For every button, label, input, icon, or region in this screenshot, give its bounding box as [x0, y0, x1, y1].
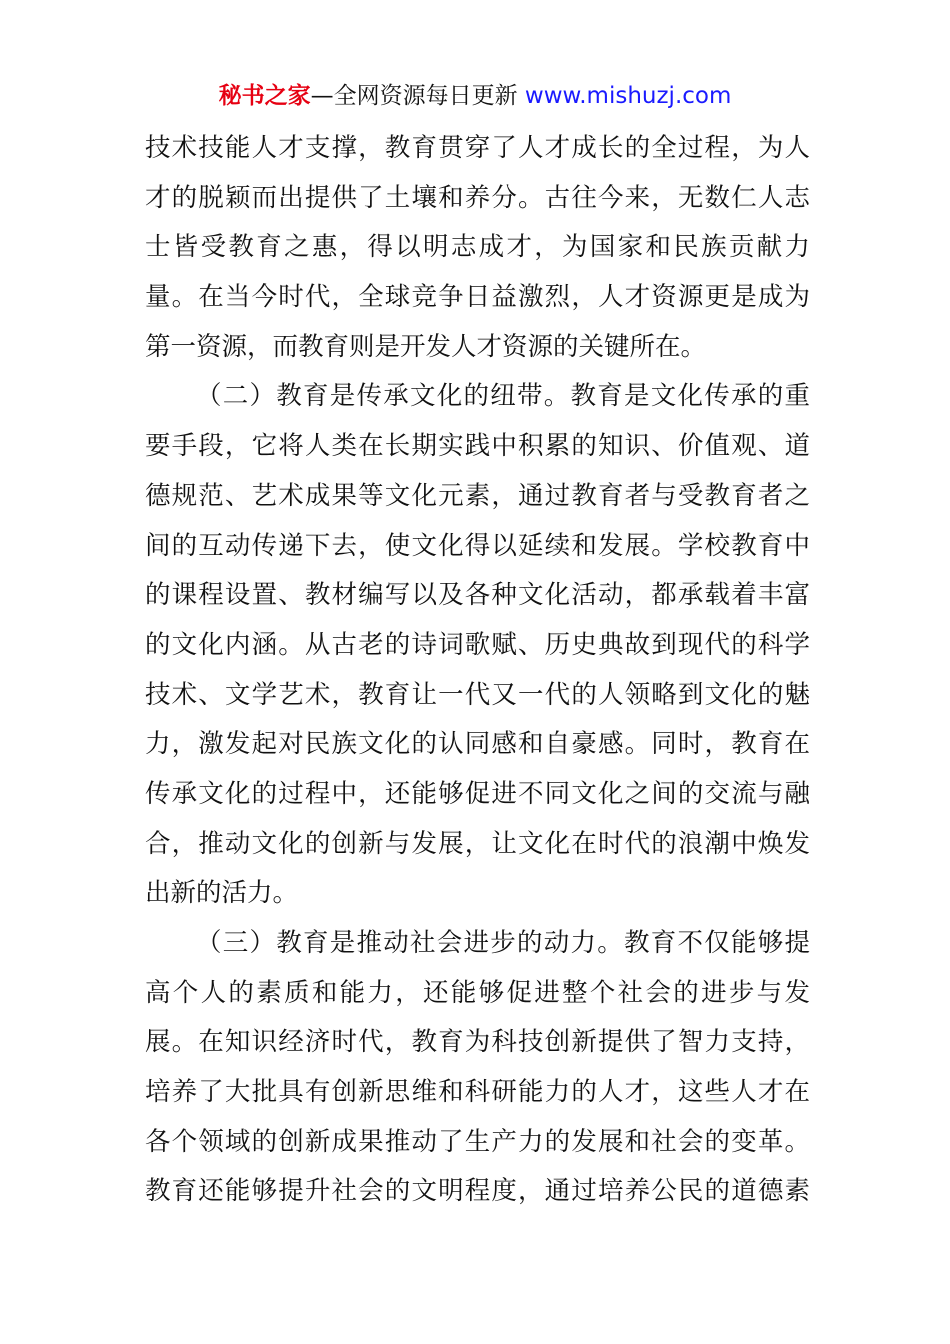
text-line: 士皆受教育之惠，得以明志成才，为国家和民族贡献力 — [145, 232, 810, 263]
text-line: 各个领域的创新成果推动了生产力的发展和社会的变革。 — [145, 1126, 810, 1157]
site-brand: 秘书之家 — [218, 83, 311, 109]
text-line: 第一资源，而教育则是开发人才资源的关键所在。 — [145, 331, 707, 362]
site-header — [0, 80, 950, 112]
text-line: 培养了大批具有创新思维和科研能力的人才，这些人才在 — [145, 1077, 810, 1108]
text-line: 传承文化的过程中，还能够促进不同文化之间的交流与融 — [145, 778, 810, 809]
text-line: 展。在知识经济时代，教育为科技创新提供了智力支持， — [145, 1027, 810, 1058]
site-tagline: —全网资源每日更新 — [310, 83, 525, 109]
text-line: 技术、文学艺术，教育让一代又一代的人领略到文化的魅 — [145, 679, 810, 710]
text-line: 量。在当今时代，全球竞争日益激烈，人才资源更是成为 — [145, 282, 810, 313]
text-line: 的课程设置、教材编写以及各种文化活动，都承载着丰富 — [145, 580, 810, 611]
text-line: 间的互动传递下去，使文化得以延续和发展。学校教育中 — [145, 530, 810, 561]
section-heading-line: （二）教育是传承文化的纽带。教育是文化传承的重 — [196, 381, 810, 412]
text-line: 出新的活力。 — [145, 878, 299, 909]
text-line: 力，激发起对民族文化的认同感和自豪感。同时，教育在 — [145, 729, 810, 760]
text-line: 高个人的素质和能力，还能够促进整个社会的进步与发 — [145, 977, 810, 1008]
text-line: 德规范、艺术成果等文化元素，通过教育者与受教育者之 — [145, 480, 810, 511]
text-line: 的文化内涵。从古老的诗词歌赋、历史典故到现代的科学 — [145, 629, 810, 660]
text-line: 教育还能够提升社会的文明程度，通过培养公民的道德素 — [145, 1176, 810, 1207]
text-line: 合，推动文化的创新与发展，让文化在时代的浪潮中焕发 — [145, 828, 810, 859]
section-heading-line: （三）教育是推动社会进步的动力。教育不仅能够提 — [196, 928, 810, 958]
text-line: 要手段，它将人类在长期实践中积累的知识、价值观、道 — [145, 431, 810, 462]
text-line: 才的脱颖而出提供了土壤和养分。古往今来，无数仁人志 — [145, 182, 810, 213]
text-line: 技术技能人才支撑，教育贯穿了人才成长的全过程，为人 — [145, 133, 810, 163]
site-url-link[interactable]: www.mishuzj.com — [524, 83, 732, 109]
document-body — [145, 124, 810, 1217]
